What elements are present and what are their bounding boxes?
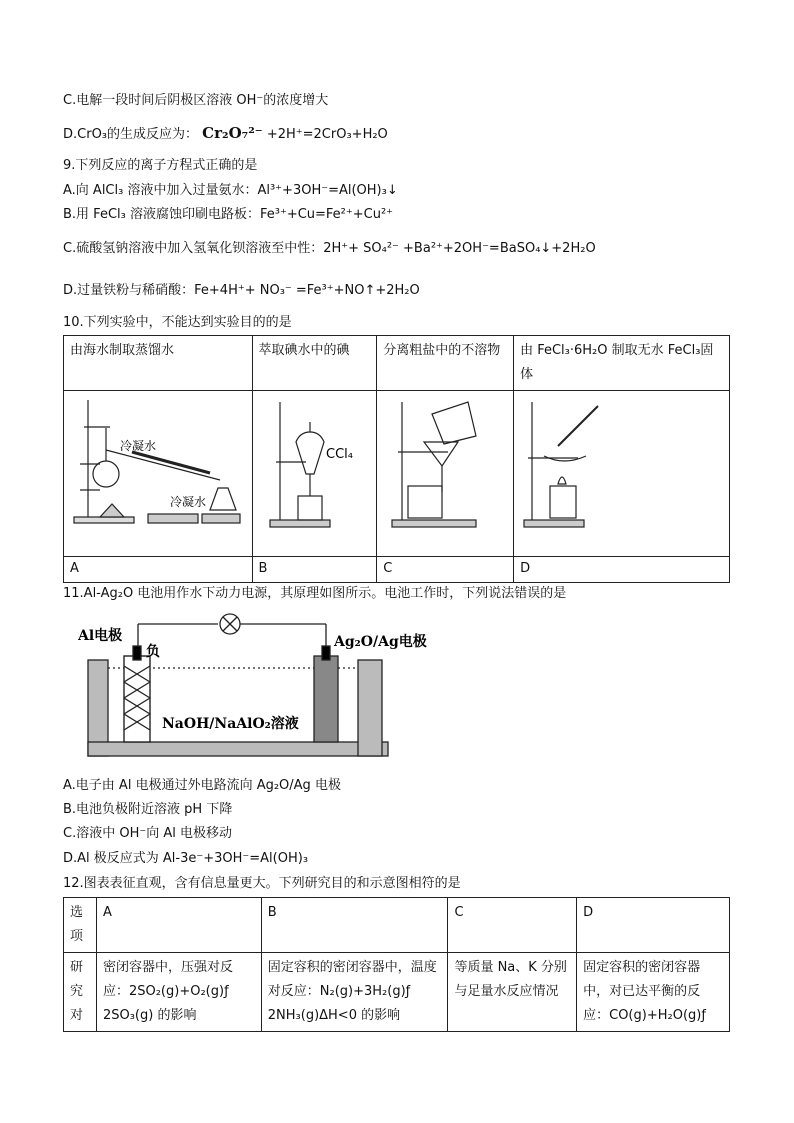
q12-cell-d: 固定容积的密闭容器中，对已达平衡的反应：CO(g)+H₂O(g)ƒ: [577, 953, 730, 1032]
q12-letter-b: B: [261, 898, 448, 953]
q9-title: 9.下列反应的离子方程式正确的是: [63, 158, 258, 173]
option-c-prev: C.电解一段时间后阴极区溶液 OH⁻的浓度增大: [63, 93, 329, 108]
option-d-suffix: +2H⁺=2CrO₃+H₂O: [266, 127, 388, 142]
q11-option-c: C.溶液中 OH⁻向 Al 电极移动: [63, 826, 232, 841]
distillation-figure: [70, 392, 242, 532]
q9-option-c: C.硫酸氢钠溶液中加入氢氧化钡溶液至中性：2H⁺+ SO₄²⁻ +Ba²⁺+2OH⁻=BaSO₄↓+2H₂O: [63, 241, 596, 256]
q12-row2-label: 研究对: [64, 953, 97, 1032]
q12-cell-b: 固定容积的密闭容器中，温度对反应：N₂(g)+3H₂(g)ƒ 2NH₃(g)ΔH<0 的影响: [261, 953, 448, 1032]
dichromate-formula: Cr₂O₇²⁻: [202, 124, 263, 142]
q10-title: 10.下列实验中，不能达到实验目的的是: [63, 315, 292, 330]
q12-title: 12.图表表征直观，含有信息量更大。下列研究目的和示意图相符的是: [63, 876, 461, 891]
q10-header-a: 由海水制取蒸馏水: [64, 336, 253, 391]
negative-label: 负: [146, 644, 160, 660]
extraction-figure: [262, 396, 372, 536]
ag2o-electrode-label: Ag₂O/Ag电极: [334, 634, 427, 650]
q10-header-c: 分离粗盐中的不溶物: [377, 336, 514, 391]
option-d-prev: [63, 124, 388, 144]
q12-row1-label: 选项: [64, 898, 97, 953]
q12-letter-a: A: [96, 898, 261, 953]
battery-figure: [78, 612, 438, 772]
evaporation-figure: [518, 396, 618, 536]
q12-letter-c: C: [448, 898, 577, 953]
q9-option-a: A.向 AlCl₃ 溶液中加入过量氨水：Al³⁺+3OH⁻=Al(OH)₃↓: [63, 183, 398, 198]
q11-option-b: B.电池负极附近溶液 pH 下降: [63, 802, 233, 817]
q11-option-a: A.电子由 Al 电极通过外电路流向 Ag₂O/Ag 电极: [63, 778, 341, 793]
q10-letter-d: D: [514, 557, 730, 583]
q12-cell-c: 等质量 Na、K 分别与足量水反应情况: [448, 953, 577, 1032]
q11-title: 11.Al-Ag₂O 电池用作水下动力电源，其原理如图所示。电池工作时，下列说法错误的是: [63, 586, 567, 601]
q12-letter-d: D: [577, 898, 730, 953]
al-electrode-label: Al电极: [78, 628, 123, 644]
q12-table: [63, 897, 730, 1032]
q10-letter-b: B: [252, 557, 377, 583]
option-d-prefix: D.CrO₃的生成反应为：: [63, 127, 199, 142]
filtration-figure: [386, 396, 506, 536]
solution-label: NaOH/NaAlO₂溶液: [162, 716, 299, 732]
q11-option-d: D.Al 极反应式为 Al-3e⁻+3OH⁻=Al(OH)₃: [63, 851, 309, 866]
ccl4-label: CCl₄: [326, 447, 353, 462]
q12-cell-a: 密闭容器中，压强对反应：2SO₂(g)+O₂(g)ƒ 2SO₃(g) 的影响: [96, 953, 261, 1032]
coolant-label-top: 冷凝水: [120, 439, 157, 453]
q10-header-b: 萃取碘水中的碘: [252, 336, 377, 391]
q10-letter-a: A: [64, 557, 253, 583]
coolant-label-bottom: 冷凝水: [170, 495, 207, 509]
q10-letter-c: C: [377, 557, 514, 583]
q9-option-d: D.过量铁粉与稀硝酸：Fe+4H⁺+ NO₃⁻ =Fe³⁺+NO↑+2H₂O: [63, 283, 420, 298]
q9-option-b: B.用 FeCl₃ 溶液腐蚀印刷电路板：Fe³⁺+Cu=Fe²⁺+Cu²⁺: [63, 207, 394, 222]
q10-header-d: 由 FeCl₃·6H₂O 制取无水 FeCl₃固体: [514, 336, 730, 391]
